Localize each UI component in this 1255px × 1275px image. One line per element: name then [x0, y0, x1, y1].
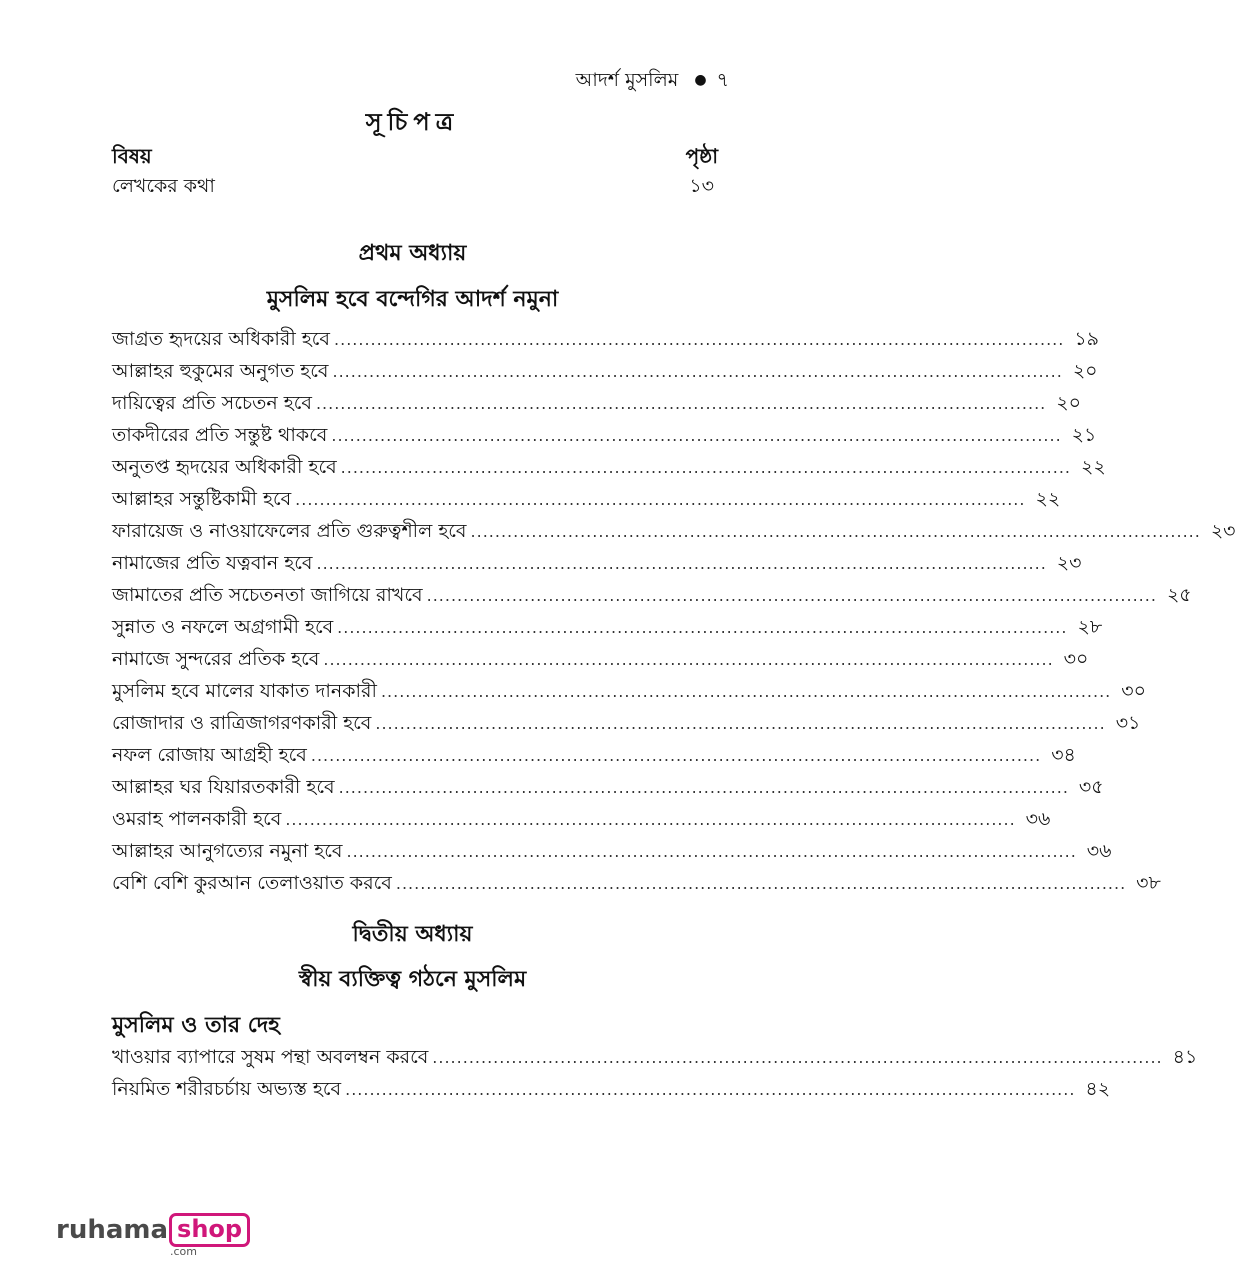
entry-title: নফল রোজায় আগ্রহী হবে [112, 744, 307, 766]
entry-title: রোজাদার ও রাত্রিজাগরণকারী হবে [112, 712, 372, 734]
toc-title: সূচিপত্র [365, 108, 460, 136]
dot-leader: ........................................................................................................................ [345, 1080, 1076, 1099]
chapter-2-heading: স্বীয় ব্যক্তিত্ব গঠনে মুসলিম [298, 967, 527, 992]
ruhamashop-logo [56, 1213, 250, 1261]
entry-page: ৩৪ [1051, 744, 1076, 766]
toc-entry [112, 709, 1141, 737]
running-head [576, 66, 729, 98]
entry-title: জাগ্রত হৃদয়ের অধিকারী হবে [112, 328, 331, 350]
toc-entry [112, 1043, 1198, 1071]
toc-entry [112, 613, 1103, 641]
dot-leader: ........................................................................................................................ [375, 714, 1106, 733]
entry-page: ২৩ [1210, 520, 1236, 542]
entry-title: নামাজের প্রতি যত্নবান হবে [112, 552, 313, 574]
logo-domain: .com [170, 1245, 197, 1258]
dot-leader: ........................................................................................................................ [316, 554, 1047, 573]
entry-page: ২১ [1071, 424, 1097, 446]
chapter-1-heading: মুসলিম হবে বন্দেগির আদর্শ নমুনা [266, 287, 559, 312]
toc-entry-preface [112, 172, 714, 200]
logo-brand-right: shop [169, 1213, 250, 1247]
toc-entry [112, 805, 1051, 833]
dot-leader: ........................................................................................................................ [470, 522, 1201, 541]
entry-title: আল্লাহর হুকুমের অনুগত হবে [112, 360, 329, 382]
entry-page: ২৩ [1056, 552, 1082, 574]
page-column-heading: পৃষ্ঠা [685, 144, 718, 168]
dot-leader: ........................................................................................................................ [380, 682, 1112, 701]
toc-entry [112, 453, 1106, 481]
entry-page: ১৯ [1074, 328, 1099, 350]
toc-entry [112, 645, 1089, 673]
toc-entry [112, 389, 1081, 417]
subject-column-heading: বিষয় [112, 144, 152, 168]
dot-leader: ........................................................................................................................ [315, 394, 1047, 413]
dot-leader: ........................................................................................................................ [395, 874, 1127, 893]
entry-title: আল্লাহর ঘর যিয়ারতকারী হবে [112, 776, 335, 798]
entry-page: ৩৬ [1025, 808, 1051, 830]
entry-page: ১৩ [689, 175, 714, 197]
chapter-2-label: দ্বিতীয় অধ্যায় [352, 922, 473, 947]
dot-leader: ........................................................................................................................ [346, 842, 1077, 861]
dot-leader: ........................................................................................................................ [426, 586, 1157, 605]
dot-leader: ........................................................................................................................ [334, 330, 1065, 349]
dot-leader: ........................................................................................................................ [310, 746, 1042, 765]
entry-page: ২৫ [1166, 584, 1192, 606]
chapter-1-label: প্রথম অধ্যায় [358, 241, 467, 266]
entry-title: অনুতপ্ত হৃদয়ের অধিকারী হবে [112, 456, 337, 478]
entry-title: নামাজে সুন্দরের প্রতিক হবে [112, 648, 320, 670]
section-heading: মুসলিম ও তার দেহ [112, 1013, 280, 1038]
entry-page: ২২ [1035, 488, 1061, 510]
dot-leader: ........................................................................................................................ [285, 810, 1016, 829]
toc-entry [112, 325, 1099, 353]
entry-page: ৪১ [1172, 1046, 1198, 1068]
entry-title: লেখকের কথা [112, 175, 215, 197]
dot-leader: ........................................................................................................................ [338, 778, 1069, 797]
entry-title: জামাতের প্রতি সচেতনতা জাগিয়ে রাখবে [112, 584, 423, 606]
entry-page: ২০ [1072, 360, 1098, 382]
entry-title: বেশি বেশি কুরআন তেলাওয়াত করবে [112, 872, 392, 894]
entry-title: মুসলিম হবে মালের যাকাত দানকারী [112, 680, 377, 702]
entry-page: ৩৬ [1086, 840, 1112, 862]
entry-title: আল্লাহর আনুগত্যের নমুনা হবে [112, 840, 343, 862]
toc-entry [112, 517, 1236, 545]
dot-leader: ........................................................................................................................ [332, 362, 1063, 381]
entry-title: খাওয়ার ব্যাপারে সুষম পন্থা অবলম্বন করবে [112, 1046, 429, 1068]
entry-title: ফারায়েজ ও নাওয়াফেলের প্রতি গুরুত্বশীল হবে [112, 520, 467, 542]
entry-page: ২৮ [1077, 616, 1103, 638]
toc-entry [112, 773, 1104, 801]
logo-brand-left: ruhama [56, 1215, 169, 1245]
book-title: আদর্শ মুসলিম [575, 69, 679, 91]
entry-page: ৩০ [1063, 648, 1089, 670]
entry-page: ৩৮ [1136, 872, 1161, 894]
entry-title: তাকদীরের প্রতি সন্তুষ্ট থাকবে [112, 424, 328, 446]
entry-page: ৩১ [1115, 712, 1141, 734]
entry-page: ৩৫ [1078, 776, 1104, 798]
entry-title: আল্লাহর সন্তুষ্টিকামী হবে [112, 488, 292, 510]
dot-leader: ........................................................................................................................ [337, 618, 1068, 637]
toc-entry [112, 357, 1098, 385]
entry-title: দায়িত্বের প্রতি সচেতন হবে [112, 392, 312, 414]
toc-entry [112, 1075, 1111, 1103]
toc-entry [112, 741, 1076, 769]
entry-title: নিয়মিত শরীরচর্চায় অভ্যস্ত হবে [112, 1078, 342, 1100]
entry-page: ৩০ [1121, 680, 1146, 702]
toc-entry [112, 677, 1146, 705]
bullet-icon: ● [694, 72, 707, 88]
toc-entry [112, 837, 1112, 865]
dot-leader: ........................................................................................................................ [323, 650, 1054, 669]
toc-entry [112, 581, 1192, 609]
entry-page: ২০ [1056, 392, 1081, 414]
dot-leader: ........................................................................................................................ [340, 458, 1071, 477]
entry-page: ৪২ [1085, 1078, 1111, 1100]
entry-page: ২২ [1080, 456, 1106, 478]
page-number: ৭ [716, 69, 729, 91]
entry-title: সুন্নাত ও নফলে অগ্রগামী হবে [112, 616, 334, 638]
toc-entry [112, 421, 1097, 449]
toc-entry [112, 549, 1082, 577]
entry-title: ওমরাহ পালনকারী হবে [112, 808, 282, 830]
dot-leader: ........................................................................................................................ [331, 426, 1062, 445]
dot-leader: ........................................................................................................................ [432, 1048, 1163, 1067]
toc-entry [112, 869, 1161, 897]
dot-leader: ........................................................................................................................ [295, 490, 1026, 509]
toc-entry [112, 485, 1061, 513]
